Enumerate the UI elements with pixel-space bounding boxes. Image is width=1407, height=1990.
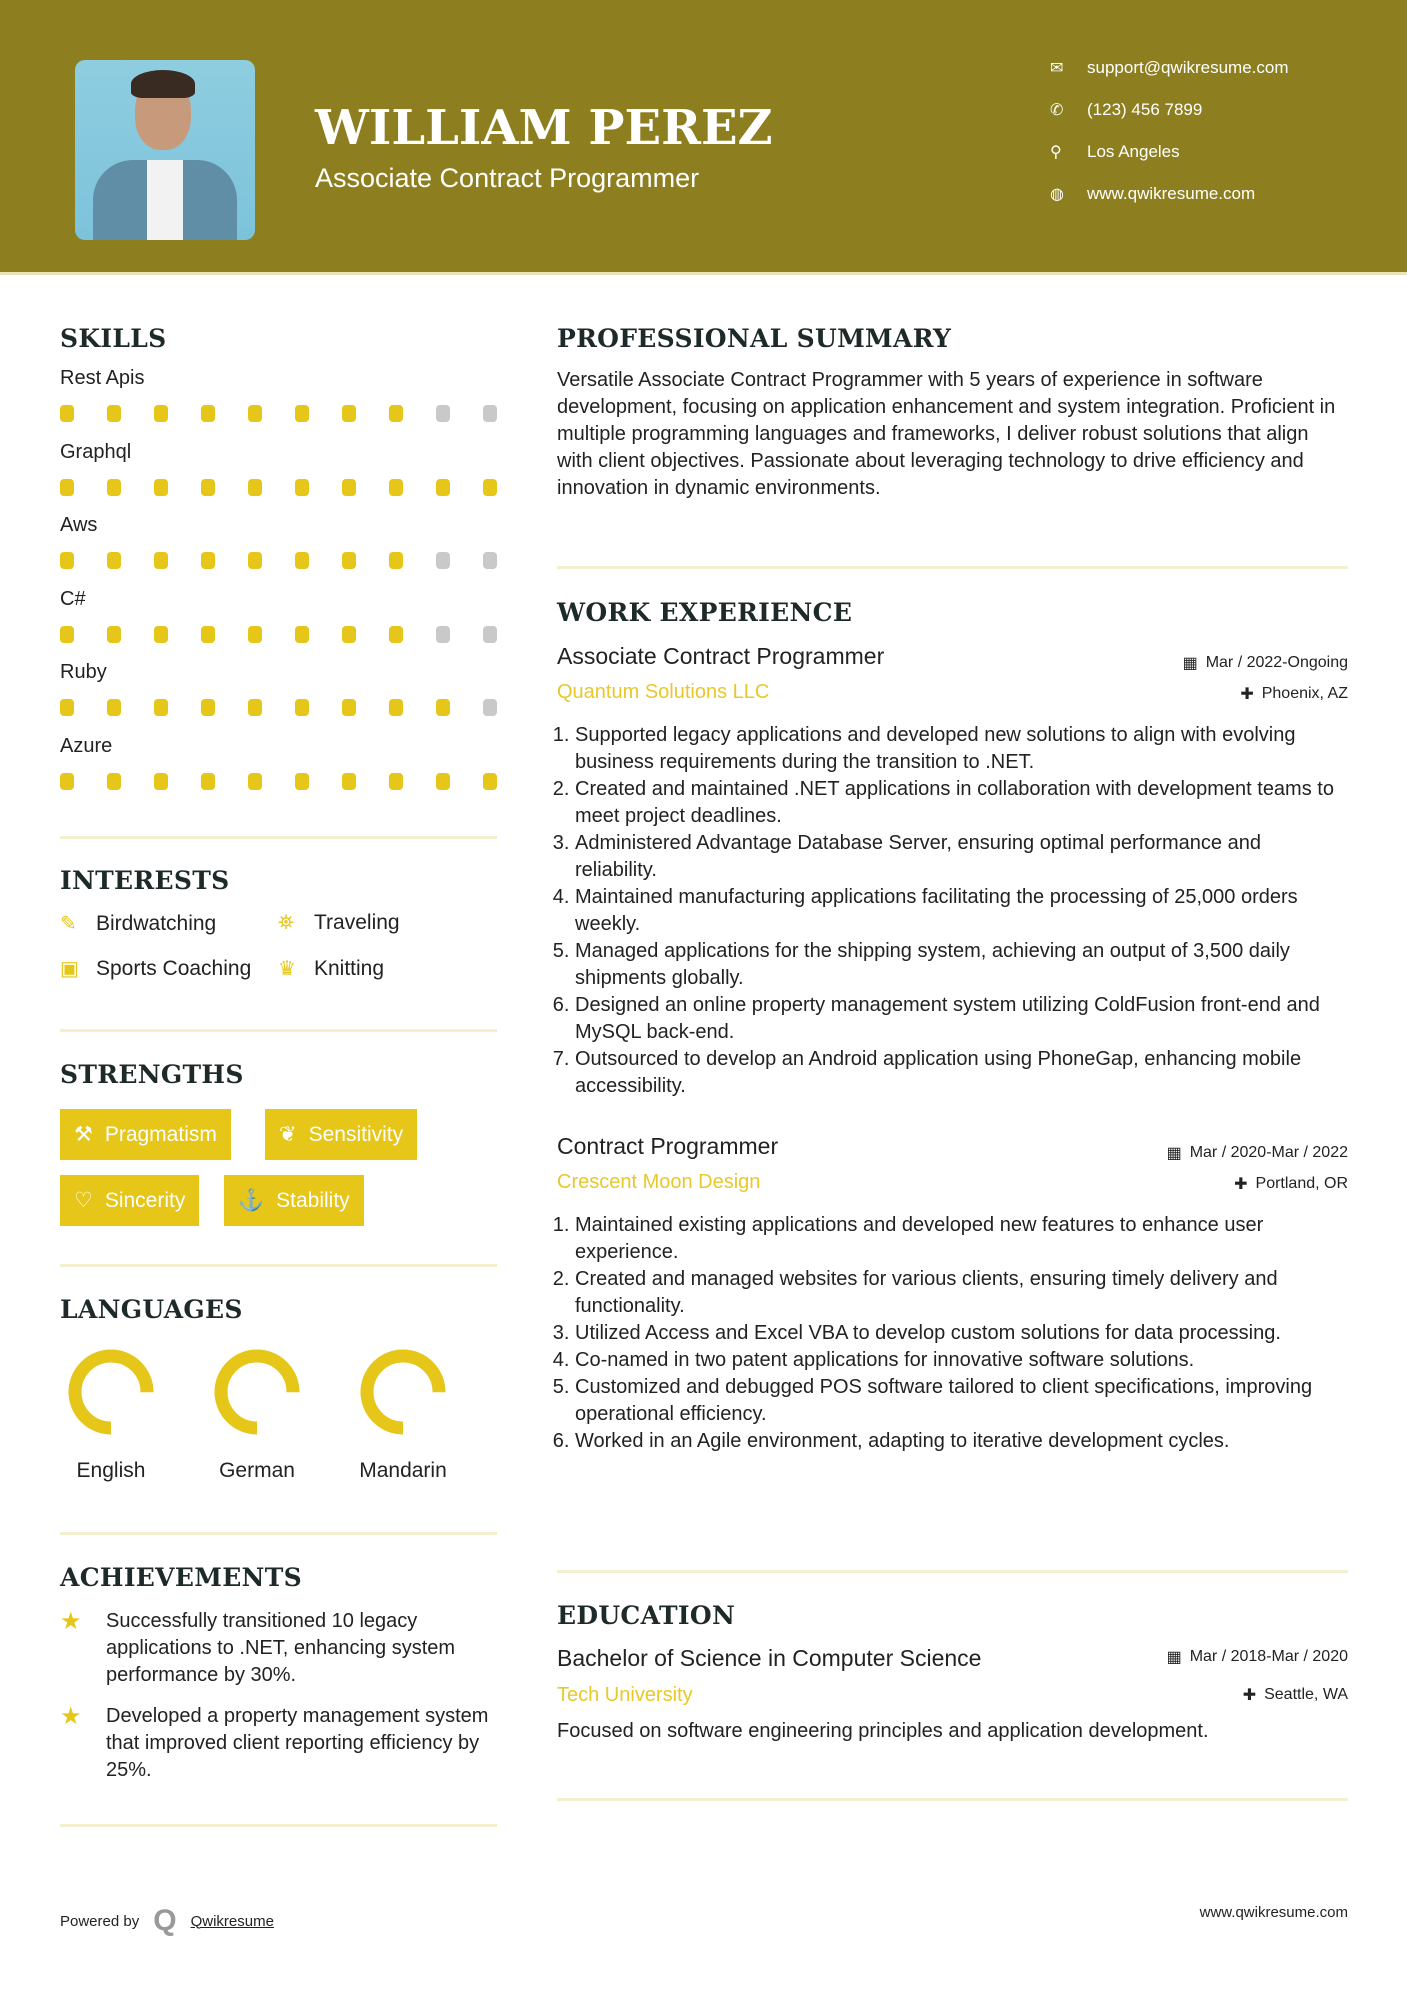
skill-dot — [342, 552, 356, 569]
skill-level — [60, 699, 497, 716]
skill-level — [60, 773, 497, 790]
divider — [60, 1264, 497, 1267]
location-text: Phoenix, AZ — [1261, 685, 1348, 702]
skill-dot — [342, 773, 356, 790]
language-ring — [359, 1348, 447, 1436]
skill-dot — [201, 626, 215, 643]
job-dates — [1183, 653, 1348, 673]
skill-dot — [107, 479, 121, 496]
responsibility-item: 1. Supported legacy applications and developed new solutions to align with evolving business requirements during the transition to .NET. — [575, 722, 1348, 776]
skill-dot — [248, 773, 262, 790]
responsibility-item: 1. Maintained existing applications and developed new features to enhance user experience. — [575, 1212, 1348, 1266]
languages-heading: LANGUAGES — [60, 1295, 243, 1324]
achievement-item — [60, 1608, 497, 1689]
skill-dot — [107, 552, 121, 569]
strength-tag — [60, 1109, 231, 1160]
skill-dot — [154, 479, 168, 496]
summary-heading: PROFESSIONAL SUMMARY — [557, 324, 952, 353]
responsibility-item: 5. Customized and debugged POS software tailored to client specifications, improving operational efficiency. — [575, 1374, 1348, 1428]
skill-dot — [60, 699, 74, 716]
skill-dot — [295, 699, 309, 716]
achievement-text: Developed a property management system that improved client reporting efficiency by 25%. — [106, 1705, 489, 1781]
skill-dot — [295, 626, 309, 643]
strength-tag — [224, 1175, 364, 1226]
company-name: Crescent Moon Design — [557, 1171, 761, 1193]
achievement-text: Successfully transitioned 10 legacy applications to .NET, enhancing system performance by 30%. — [106, 1610, 456, 1686]
skill-level — [60, 552, 497, 569]
skill-dot — [436, 773, 450, 790]
skill-dot — [60, 405, 74, 422]
skill-dot — [248, 479, 262, 496]
skill-dot — [248, 626, 262, 643]
skill-dot — [436, 405, 450, 422]
divider — [557, 1798, 1348, 1801]
strength-label: Pragmatism — [104, 1122, 217, 1146]
education-location — [1243, 1685, 1348, 1705]
location-text: Portland, OR — [1255, 1175, 1348, 1192]
responsibility-item: 4. Maintained manufacturing applications facilitating the processing of 25,000 orders weekly. — [575, 884, 1348, 938]
skill-dot — [201, 552, 215, 569]
responsibility-item: 6. Designed an online property management system utilizing ColdFusion front-end and MySQL back-end. — [575, 992, 1348, 1046]
responsibility-item: 3. Administered Advantage Database Server, ensuring optimal performance and reliability. — [575, 830, 1348, 884]
responsibility-item: 2. Created and managed websites for various clients, ensuring timely delivery and functionality. — [575, 1266, 1348, 1320]
envelope-icon: ✉ — [1050, 60, 1064, 77]
skill-dot — [60, 552, 74, 569]
skill-dot — [389, 552, 403, 569]
interests-heading: INTERESTS — [60, 866, 230, 895]
strength-tag — [60, 1175, 199, 1226]
interest-label: Birdwatching — [96, 911, 217, 935]
calendar-icon: ▦ — [1166, 1145, 1182, 1162]
qwikresume-logo-icon: Q — [153, 1904, 177, 1937]
divider — [60, 836, 497, 839]
divider — [60, 1824, 497, 1827]
briefcase-icon: ▣ — [60, 958, 79, 980]
strength-label: Sensitivity — [308, 1122, 404, 1146]
skill-dot — [154, 699, 168, 716]
language-ring-arc — [221, 1356, 293, 1428]
responsibility-item: 7. Outsourced to develop an Android application using PhoneGap, enhancing mobile accessibility. — [575, 1046, 1348, 1100]
skill-dot — [154, 773, 168, 790]
skill-dot — [436, 479, 450, 496]
skill-dot — [201, 405, 215, 422]
language-name: Mandarin — [359, 1459, 447, 1482]
skill-dot — [483, 699, 497, 716]
skill-dot — [342, 699, 356, 716]
summary-text: Versatile Associate Contract Programmer with 5 years of experience in software development, focusing on application enhancement and system integration. Proficient in multiple programming languages and frameworks, I deliver robust solutions that align with client objectives. Passionate about leveraging technology to drive efficiency and innovation in dynamic environments. — [557, 369, 1336, 499]
skill-dot — [201, 699, 215, 716]
skill-dot — [248, 699, 262, 716]
skill-name: C# — [60, 587, 86, 610]
skill-dot — [483, 405, 497, 422]
left-column — [60, 0, 497, 1990]
responsibility-item: 3. Utilized Access and Excel VBA to develop custom solutions for data processing. — [575, 1320, 1348, 1347]
job-title: Associate Contract Programmer — [557, 643, 885, 669]
school: Tech University — [557, 1684, 693, 1706]
pin-icon: ✚ — [1234, 1176, 1248, 1193]
skill-dot — [107, 699, 121, 716]
skill-dot — [342, 626, 356, 643]
skill-name: Ruby — [60, 661, 107, 684]
skill-dot — [389, 405, 403, 422]
qwikresume-link[interactable]: Qwikresume — [190, 1912, 274, 1930]
candidate-title: Associate Contract Programmer — [315, 163, 700, 193]
interest-item — [60, 911, 216, 936]
contact-text: (123) 456 7899 — [1087, 100, 1203, 119]
divider — [60, 1532, 497, 1535]
trophy-icon: ♛ — [278, 958, 296, 980]
strengths-heading: STRENGTHS — [60, 1060, 244, 1089]
strength-label: Stability — [276, 1188, 350, 1212]
skill-name: Azure — [60, 735, 113, 757]
education-dates — [1167, 1647, 1348, 1667]
skill-dot — [295, 773, 309, 790]
skill-dot — [389, 479, 403, 496]
skill-dot — [342, 405, 356, 422]
language-name: English — [76, 1459, 146, 1482]
skill-dot — [295, 405, 309, 422]
binoculars-icon: ⛯ — [278, 911, 294, 934]
interest-item — [60, 956, 251, 981]
contact-text: Los Angeles — [1087, 142, 1180, 161]
language-ring-arc — [75, 1356, 147, 1428]
job-title: Contract Programmer — [557, 1133, 779, 1159]
job-responsibilities — [557, 722, 1348, 1100]
responsibility-item: 2. Created and maintained .NET applications in collaboration with development teams to meet project deadlines. — [575, 776, 1348, 830]
language-ring — [67, 1348, 155, 1436]
dates-text: Mar / 2018-Mar / 2020 — [1189, 1648, 1348, 1665]
skill-dot — [436, 699, 450, 716]
footer-url[interactable]: www.qwikresume.com — [1199, 1904, 1348, 1921]
education-description: Focused on software engineering principles and application development. — [557, 1720, 1209, 1742]
achievements-heading: ACHIEVEMENTS — [60, 1563, 302, 1592]
skill-dot — [483, 479, 497, 496]
calendar-icon: ▦ — [1166, 1649, 1182, 1666]
responsibility-item: 5. Managed applications for the shipping system, achieving an output of 3,500 daily shipments globally. — [575, 938, 1348, 992]
divider — [557, 1570, 1348, 1573]
interest-label: Sports Coaching — [96, 956, 252, 980]
divider — [557, 566, 1348, 569]
language-ring-arc — [367, 1356, 439, 1428]
strength-label: Sincerity — [104, 1188, 186, 1212]
skill-level — [60, 405, 497, 422]
achievement-item — [60, 1703, 497, 1784]
skill-name: Graphql — [60, 440, 132, 463]
skill-level — [60, 479, 497, 496]
skill-dot — [295, 552, 309, 569]
right-column — [557, 0, 1348, 1990]
divider — [60, 1029, 497, 1032]
skill-dot — [60, 626, 74, 643]
location-text: Seattle, WA — [1264, 1686, 1348, 1703]
interest-label: Knitting — [314, 956, 385, 980]
skill-dot — [107, 773, 121, 790]
skill-dot — [201, 773, 215, 790]
skill-dot — [201, 479, 215, 496]
footer-brand — [60, 1904, 274, 1938]
skill-level — [60, 626, 497, 643]
skill-dot — [436, 552, 450, 569]
skills-heading: SKILLS — [60, 324, 167, 353]
heart-icon: ♡ — [74, 1189, 93, 1212]
job-responsibilities — [557, 1212, 1348, 1455]
interest-item — [278, 911, 400, 935]
candidate-name: WILLIAM PEREZ — [315, 100, 773, 156]
work-heading: WORK EXPERIENCE — [557, 598, 853, 627]
skill-dot — [342, 479, 356, 496]
skill-dot — [483, 626, 497, 643]
interest-label: Traveling — [314, 911, 400, 934]
gavel-icon: ⚒ — [74, 1123, 93, 1146]
company-name: Quantum Solutions LLC — [557, 681, 770, 703]
responsibility-item: 6. Worked in an Agile environment, adapting to iterative development cycles. — [575, 1428, 1348, 1455]
calendar-icon: ▦ — [1182, 655, 1198, 672]
skill-dot — [60, 773, 74, 790]
dates-text: Mar / 2022-Ongoing — [1205, 654, 1348, 671]
skill-dot — [154, 405, 168, 422]
interest-item — [278, 956, 384, 981]
skill-dot — [107, 626, 121, 643]
skill-dot — [436, 626, 450, 643]
skill-dot — [483, 552, 497, 569]
star-icon: ★ — [60, 1703, 82, 1730]
pencil-icon: ✎ — [60, 913, 77, 935]
skill-dot — [60, 479, 74, 496]
skill-dot — [389, 626, 403, 643]
contact-text: support@qwikresume.com — [1087, 58, 1289, 77]
leaf-icon: ❦ — [279, 1123, 297, 1146]
skill-dot — [154, 552, 168, 569]
degree: Bachelor of Science in Computer Science — [557, 1645, 982, 1671]
contact-text: www.qwikresume.com — [1087, 184, 1256, 203]
skill-dot — [389, 773, 403, 790]
anchor-icon: ⚓ — [238, 1188, 265, 1212]
strength-tag — [265, 1109, 417, 1160]
skill-dot — [295, 479, 309, 496]
responsibility-item: 4. Co-named in two patent applications for innovative software solutions. — [575, 1347, 1348, 1374]
phone-icon: ✆ — [1050, 102, 1064, 119]
skill-name: Rest Apis — [60, 367, 145, 389]
skill-dot — [107, 405, 121, 422]
map-pin-icon: ⚲ — [1050, 144, 1062, 161]
job-location — [1240, 684, 1348, 704]
education-heading: EDUCATION — [557, 1601, 736, 1630]
pin-icon: ✚ — [1242, 1687, 1257, 1704]
job-location — [1234, 1174, 1348, 1194]
skill-dot — [483, 773, 497, 790]
skill-dot — [248, 405, 262, 422]
language-name: German — [219, 1459, 295, 1482]
dates-text: Mar / 2020-Mar / 2022 — [1189, 1144, 1348, 1161]
skill-dot — [154, 626, 168, 643]
job-dates — [1167, 1143, 1348, 1163]
skill-name: Aws — [60, 514, 98, 537]
globe-icon: ◍ — [1050, 186, 1064, 203]
skill-dot — [248, 552, 262, 569]
language-ring — [213, 1348, 301, 1436]
pin-icon: ✚ — [1240, 686, 1254, 703]
skill-dot — [389, 699, 403, 716]
powered-by-text: Powered by — [60, 1912, 140, 1930]
star-icon: ★ — [60, 1608, 82, 1635]
